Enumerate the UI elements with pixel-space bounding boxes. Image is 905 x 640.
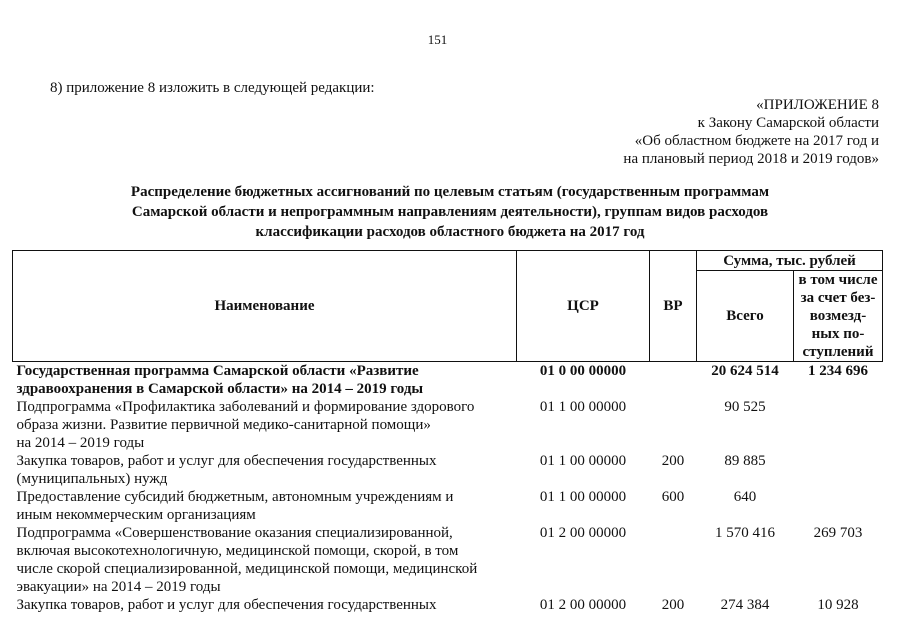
row-name-line: эвакуации» на 2014 – 2019 годы: [16, 579, 221, 595]
row-csr: 01 2 00 00000: [539, 525, 627, 541]
header-gratis: [794, 271, 883, 362]
row-csr: 01 1 00 00000: [539, 489, 627, 505]
title-line: классификации расходов областного бюджета на 2017 год: [255, 224, 645, 240]
table-row: [13, 362, 883, 399]
header-gratis-line: возмезд-: [809, 308, 867, 324]
row-gratis: 10 928: [817, 597, 859, 613]
row-name-line: Подпрограмма «Профилактика заболеваний и формирование здорового: [16, 399, 475, 415]
intro-text: 8) приложение 8 изложить в следующей редакции:: [50, 80, 375, 96]
appendix-line: на плановый период 2018 и 2019 годов»: [623, 151, 879, 167]
table-row: [13, 488, 883, 524]
header-csr: ЦСР: [517, 251, 650, 362]
row-name-line: Подпрограмма «Совершенствование оказания специализированной,: [16, 525, 453, 541]
header-total: Всего: [697, 271, 794, 362]
header-gratis-line: за счет без-: [800, 290, 876, 306]
appendix-line: «Об областном бюджете на 2017 год и: [634, 133, 879, 149]
header-gratis-line: в том числе: [798, 272, 878, 288]
title-line: Распределение бюджетных ассигнований по целевым статьям (государственным программам: [130, 184, 770, 200]
row-name-line: Закупка товаров, работ и услуг для обеспечения государственных: [16, 453, 437, 469]
row-name-line: Предоставление субсидий бюджетным, автономным учреждениям и: [16, 489, 454, 505]
budget-table: [12, 250, 883, 614]
header-gratis-line: ступлений: [802, 344, 874, 360]
row-total: 274 384: [720, 597, 770, 613]
row-total: 89 885: [724, 453, 766, 469]
table-row: [13, 596, 883, 614]
row-name-line: иным некоммерческим организациям: [16, 507, 256, 523]
appendix-line: «ПРИЛОЖЕНИЕ 8: [756, 97, 879, 113]
row-gratis: [794, 398, 883, 452]
row-name-line: здравоохранения в Самарской области» на 2014 – 2019 годы: [16, 381, 424, 397]
appendix-header: [623, 96, 879, 168]
row-total: 1 570 416: [715, 525, 775, 541]
page-number: 151: [427, 32, 448, 47]
row-name-line: числе скорой специализированной, медицинской помощи, медицинской: [16, 561, 478, 577]
row-vr: 200: [661, 597, 685, 613]
row-gratis: 1 234 696: [808, 363, 868, 379]
row-name: [13, 362, 517, 399]
row-name-line: Государственная программа Самарской области «Развитие: [16, 363, 419, 379]
header-gratis-line: ных по-: [811, 326, 865, 342]
row-vr: 600: [661, 489, 685, 505]
appendix-line: к Закону Самарской области: [697, 115, 879, 131]
row-name-line: на 2014 – 2019 годы: [16, 435, 145, 451]
row-name: [13, 452, 517, 488]
row-csr: 01 0 00 00000: [539, 363, 627, 379]
row-gratis: [794, 488, 883, 524]
row-name: [13, 596, 517, 614]
row-gratis: 269 703: [813, 525, 863, 541]
row-vr: 200: [661, 453, 685, 469]
row-name-line: (муниципальных) нужд: [16, 471, 168, 487]
row-csr: 01 1 00 00000: [539, 453, 627, 469]
document-title: [40, 182, 860, 242]
row-gratis: [794, 452, 883, 488]
row-total: 640: [733, 489, 757, 505]
table-row: [13, 452, 883, 488]
table-row: [13, 524, 883, 596]
row-name-line: Закупка товаров, работ и услуг для обеспечения государственных: [16, 597, 437, 613]
row-vr: [650, 362, 697, 399]
table-row: [13, 398, 883, 452]
row-name: [13, 524, 517, 596]
row-vr: [650, 398, 697, 452]
row-name-line: образа жизни. Развитие первичной медико-санитарной помощи»: [16, 417, 431, 433]
title-line: Самарской области и непрограммным направлениям деятельности), группам видов расходов: [131, 204, 769, 220]
row-csr: 01 2 00 00000: [539, 597, 627, 613]
row-csr: 01 1 00 00000: [539, 399, 627, 415]
row-total: 20 624 514: [711, 363, 779, 379]
header-vr: ВР: [650, 251, 697, 362]
table-header: [13, 251, 883, 362]
row-vr: [650, 524, 697, 596]
header-name: Наименование: [13, 251, 517, 362]
row-name: [13, 488, 517, 524]
header-sum: Сумма, тыс. рублей: [697, 251, 883, 271]
row-name-line: включая высокотехнологичную, медицинской помощи, скорой, в том: [16, 543, 459, 559]
row-name: [13, 398, 517, 452]
row-total: 90 525: [724, 399, 766, 415]
